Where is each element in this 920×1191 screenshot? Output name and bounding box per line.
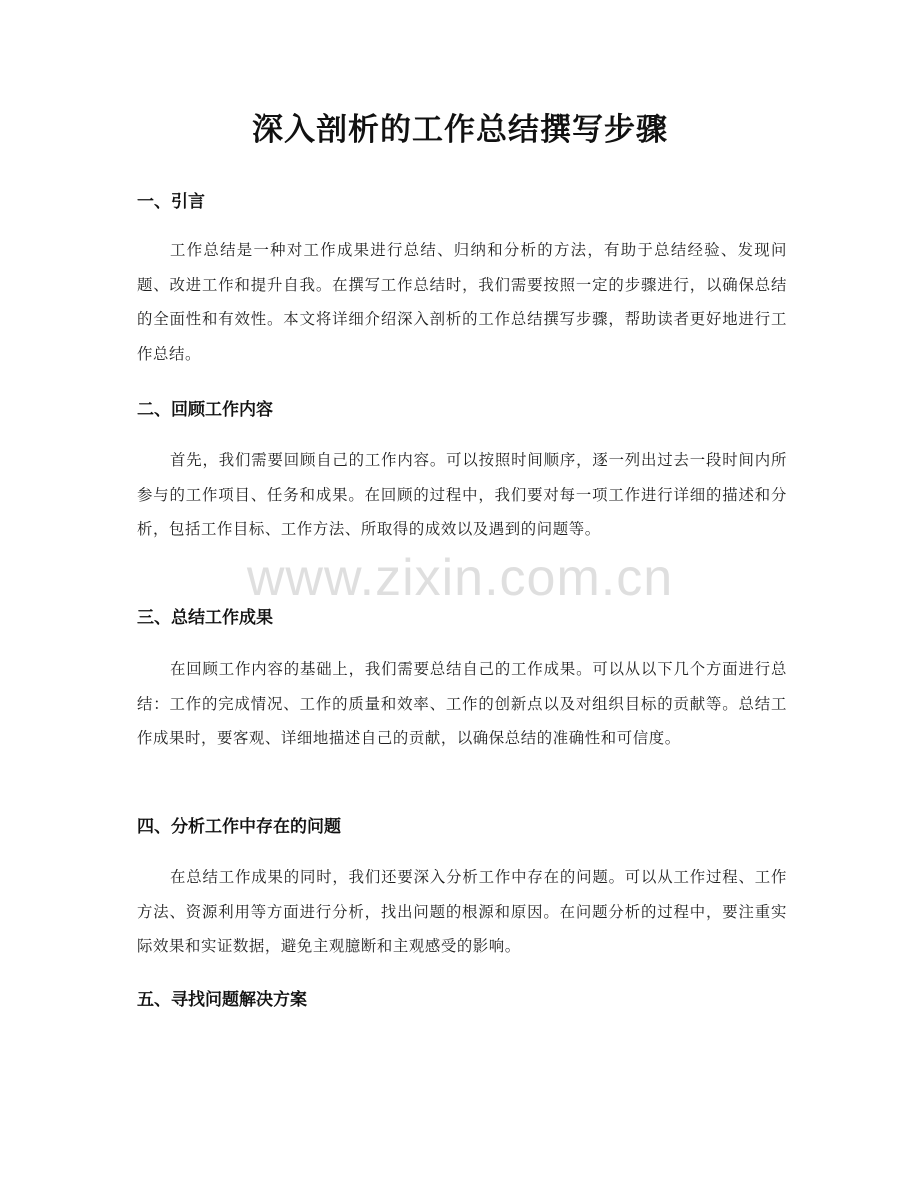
- section-heading-summarize-results: 三、总结工作成果: [137, 608, 273, 628]
- document-title: 深入剖析的工作总结撰写步骤: [252, 112, 668, 148]
- section-heading-analyze-problems: 四、分析工作中存在的问题: [137, 817, 341, 837]
- section-paragraph-analyze-problems: 在总结工作成果的同时，我们还要深入分析工作中存在的问题。可以从工作过程、工作方法、资源利用等方面进行分析，找出问题的根源和原因。在问题分析的过程中，要注重实际效果和实证数据，避免主观臆断和主观感受的影响。: [137, 868, 787, 955]
- section-heading-introduction: 一、引言: [137, 192, 205, 212]
- section-paragraph-summarize-results: 在回顾工作内容的基础上，我们需要总结自己的工作成果。可以从以下几个方面进行总结：工作的完成情况、工作的质量和效率、工作的创新点以及对组织目标的贡献等。总结工作成果时，要客观、详细地描述自己的贡献，以确保总结的准确性和可信度。: [137, 660, 787, 747]
- section-heading-find-solutions: 五、寻找问题解决方案: [137, 990, 307, 1010]
- section-paragraph-introduction: 工作总结是一种对工作成果进行总结、归纳和分析的方法，有助于总结经验、发现问题、改进工作和提升自我。在撰写工作总结时，我们需要按照一定的步骤进行，以确保总结的全面性和有效性。本文将详细介绍深入剖析的工作总结撰写步骤，帮助读者更好地进行工作总结。: [137, 241, 787, 363]
- section-paragraph-review-work: 首先，我们需要回顾自己的工作内容。可以按照时间顺序，逐一列出过去一段时间内所参与的工作项目、任务和成果。在回顾的过程中，我们要对每一项工作进行详细的描述和分析，包括工作目标、工作方法、所取得的成效以及遇到的问题等。: [137, 451, 787, 538]
- watermark: www.zixin.com.cn: [246, 549, 674, 607]
- section-heading-review-work: 二、回顾工作内容: [137, 400, 273, 420]
